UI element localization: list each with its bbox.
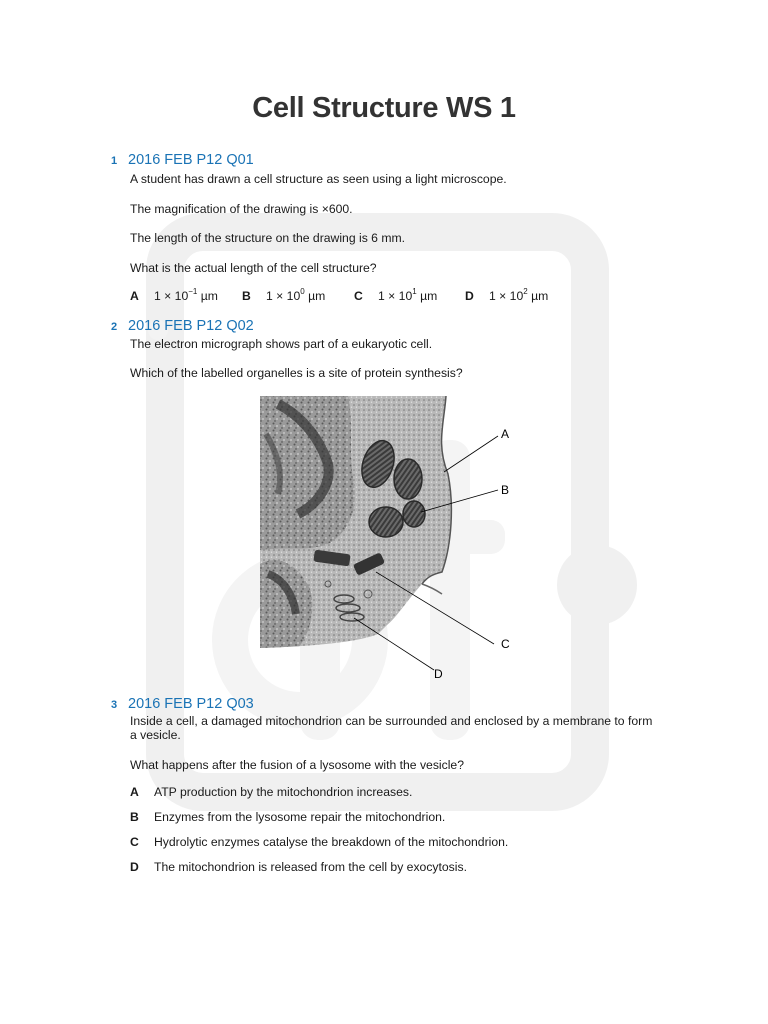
question-1-option-d-letter: D — [465, 289, 474, 303]
question-1-line-1: A student has drawn a cell structure as seen using a light microscope. — [130, 172, 507, 186]
question-1-option-b: $1 \times 10^0$ µm — [266, 287, 326, 303]
question-3-heading: 2016 FEB P12 Q03 — [128, 696, 254, 712]
question-1-line-2: The magnification of the drawing is ×600. — [130, 202, 353, 216]
page-title: Cell Structure WS 1 — [252, 92, 516, 124]
question-1-option-a-letter: A — [130, 289, 139, 303]
electron-micrograph-figure — [258, 394, 558, 684]
question-3-line-3: What happens after the fusion of a lysosome with the vesicle? — [130, 758, 464, 772]
question-3-option-d: The mitochondrion is released from the cell by exocytosis. — [154, 860, 467, 874]
question-3-option-d-letter: D — [130, 860, 139, 874]
question-1-option-d: $1 \times 10^2$ µm — [489, 287, 549, 303]
question-1-option-a: $1 \times 10^{-1}$ µm — [154, 287, 218, 303]
question-3-line-2: a vesicle. — [130, 728, 181, 742]
figure-label-c: C — [501, 637, 510, 651]
question-1-option-c: $1 \times 10^1$ µm — [378, 287, 438, 303]
figure-label-d: D — [434, 667, 443, 681]
question-2-number: 2 — [111, 321, 118, 333]
question-2-heading: 2016 FEB P12 Q02 — [128, 318, 254, 334]
question-2-line-1: The electron micrograph shows part of a eukaryotic cell. — [130, 337, 433, 351]
question-2-line-2: Which of the labelled organelles is a site of protein synthesis? — [130, 366, 463, 380]
question-1-line-3: The length of the structure on the drawing is 6 mm. — [130, 231, 406, 245]
question-1-line-4: What is the actual length of the cell structure? — [130, 261, 377, 275]
question-3-line-1: Inside a cell, a damaged mitochondrion can be surrounded and enclosed by a membrane to form — [130, 714, 653, 728]
question-3-option-b-letter: B — [130, 810, 139, 824]
question-1-heading: 2016 FEB P12 Q01 — [128, 152, 254, 168]
figure-label-b: B — [501, 483, 510, 497]
question-3-option-a-letter: A — [130, 785, 139, 799]
question-1-option-b-letter: B — [242, 289, 251, 303]
figure-label-a: A — [501, 427, 510, 441]
question-1-option-c-letter: C — [354, 289, 363, 303]
question-3-number: 3 — [111, 699, 118, 711]
question-1-number: 1 — [111, 155, 118, 167]
question-3-option-c: Hydrolytic enzymes catalyse the breakdown of the mitochondrion. — [154, 835, 509, 849]
question-3-option-b: Enzymes from the lysosome repair the mitochondrion. — [154, 810, 446, 824]
question-3-option-c-letter: C — [130, 835, 139, 849]
question-3-option-a: ATP production by the mitochondrion increases. — [154, 785, 413, 799]
